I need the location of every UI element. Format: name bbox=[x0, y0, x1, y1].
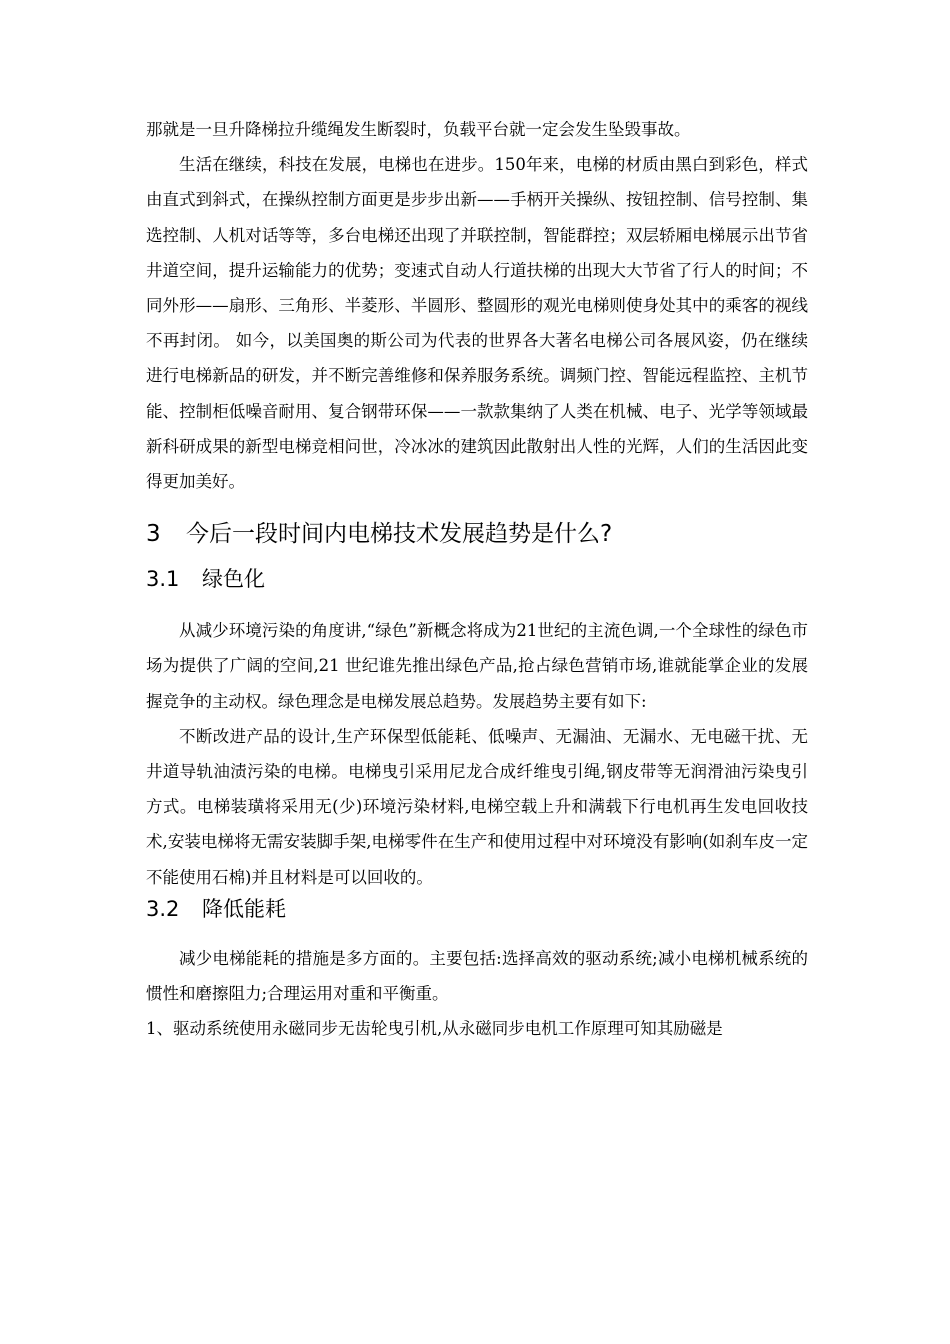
section-3-2-number: 3.2 bbox=[146, 896, 180, 921]
paragraph-intro-2: 生活在继续，科技在发展，电梯也在进步。150年来，电梯的材质由黑白到彩色，样式由直式到斜式，在操纵控制方面更是步步出新——手柄开关操纵、按钮控制、信号控制、集选控制、人机对话等等，多台电梯还出现了并联控制，智能群控；双层轿厢电梯展示出节省井道空间，提升运输能力的优势；变速式自动人行道扶梯的出现大大节省了行人的时间；不同外形——扇形、三角形、半菱形、半圆形、整圆形的观光电梯则使身处其中的乘客的视线不再封闭。 如今，以美国奥的斯公司为代表的世界各大著名电梯公司各展风姿，仍在继续进行电梯新品的研发，并不断完善维修和保养服务系统。调频门控、智能远程监控、主机节能、控制柜低噪音耐用、复合钢带环保——一款款集纳了人类在机械、电子、光学等领域最新科研成果的新型电梯竞相问世，冷冰冰的建筑因此散射出人性的光辉，人们的生活因此变得更加美好。 bbox=[146, 155, 808, 492]
section-3-heading bbox=[146, 519, 808, 549]
section-3-1-title: 绿色化 bbox=[202, 567, 265, 592]
section-3-1-number: 3.1 bbox=[146, 567, 180, 592]
paragraph-3-1-1: 从减少环境污染的角度讲,“绿色”新概念将成为21世纪的主流色调,一个全球性的绿色市场为提供了广阔的空间,21 世纪谁先推出绿色产品,抢占绿色营销市场,谁就能掌企业的发展握竞争的主动权。绿色理念是电梯发展总趋势。发展趋势主要有如下: bbox=[146, 621, 808, 711]
paragraph-3-2-2: 1、驱动系统使用永磁同步无齿轮曳引机,从永磁同步电机工作原理可知其励磁是 bbox=[146, 1019, 723, 1039]
paragraph-intro-1: 那就是一旦升降梯拉升缆绳发生断裂时，负载平台就一定会发生坠毁事故。 bbox=[146, 120, 691, 139]
document-page bbox=[146, 112, 808, 1046]
paragraph-3-1-2: 不断改进产品的设计,生产环保型低能耗、低噪声、无漏油、无漏水、无电磁干扰、无井道导轨油渍污染的电梯。电梯曳引采用尼龙合成纤维曳引绳,钢皮带等无润滑油污染曳引方式。电梯装璜将采用无(少)环境污染材料,电梯空载上升和满载下行电机再生发电回收技术,安装电梯将无需安装脚手架,电梯零件在生产和使用过程中对环境没有影响(如刹车皮一定不能使用石棉)并且材料是可以回收的。 bbox=[146, 726, 808, 887]
section-3-title: 今后一段时间内电梯技术发展趋势是什么? bbox=[186, 521, 613, 548]
section-3-2-title: 降低能耗 bbox=[202, 896, 286, 921]
paragraph-3-2-1: 减少电梯能耗的措施是多方面的。主要包括:选择高效的驱动系统;减小电梯机械系统的惯性和磨擦阻力;合理运用对重和平衡重。 bbox=[146, 948, 808, 1004]
section-3-2-heading bbox=[146, 895, 808, 923]
section-3-1-heading bbox=[146, 565, 808, 593]
section-3-number: 3 bbox=[146, 521, 161, 548]
